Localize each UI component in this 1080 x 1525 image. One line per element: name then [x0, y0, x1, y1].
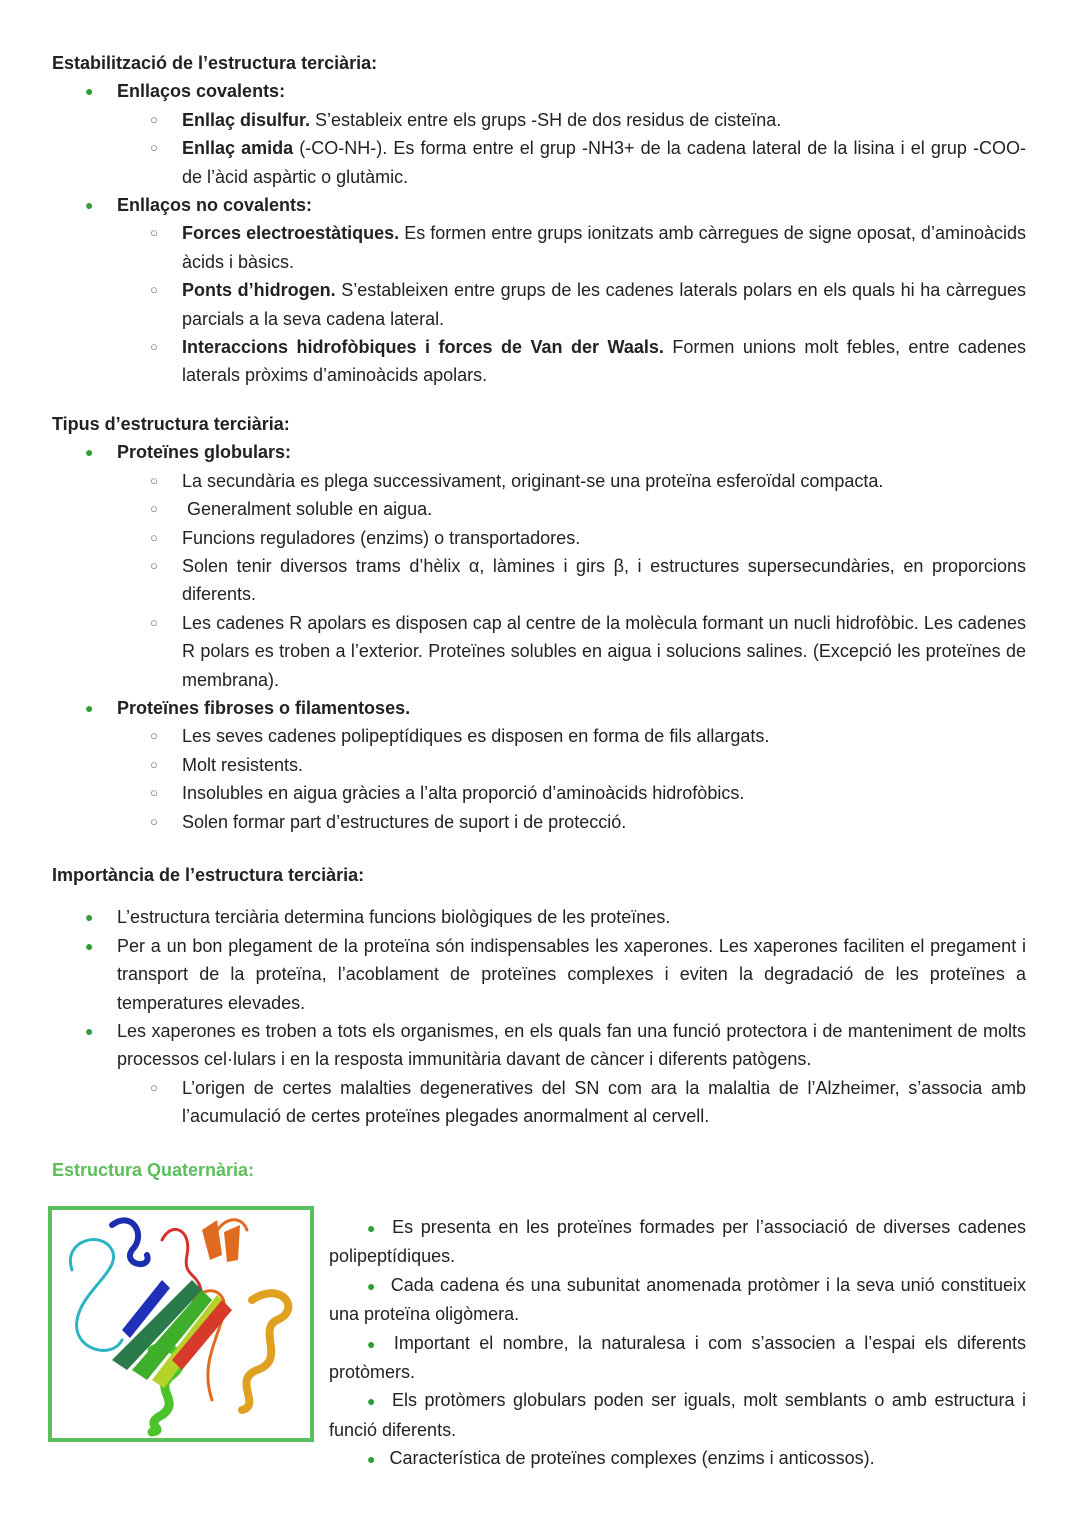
bullet-icon: ●: [367, 1220, 379, 1236]
list-item: [52, 495, 1026, 523]
list-item: [52, 524, 1026, 552]
item-label: Proteïnes fibroses o filamentoses.: [117, 698, 411, 719]
item-text: L’estructura terciària determina funcions biològiques de les proteïnes.: [117, 907, 671, 928]
list-item: [52, 219, 1026, 276]
item-label: Proteïnes globulars:: [117, 442, 292, 463]
circle-bullet-icon: ○: [150, 472, 158, 488]
section-importance: [52, 861, 1026, 1131]
item-text: Les xaperones es troben a tots els organismes, en els quals fan una funció protectora i de manteniment de molts processos cel·lulars i en la resposta immunitària davant de càncer i diferents patògens.: [117, 1021, 1026, 1070]
circle-bullet-icon: ○: [150, 140, 158, 156]
section-title: Importància de l’estructura terciària:: [52, 865, 365, 885]
item-text: Els protòmers globulars poden ser iguals, molt semblants o amb estructura i funció diferents.: [329, 1390, 1026, 1440]
item-text: Es presenta en les proteïnes formades per l’associació de diverses cadenes polipeptídiques.: [329, 1217, 1026, 1267]
circle-bullet-icon: ○: [150, 813, 158, 829]
list-item: [52, 903, 1026, 931]
section-title: Estabilització de l’estructura terciària:: [52, 53, 378, 73]
list-item: [52, 694, 1026, 722]
quaternary-list: [329, 1213, 1026, 1474]
list-item: [52, 467, 1026, 495]
item-text: La secundària es plega successivament, originant-se una proteïna esferoïdal compacta.: [182, 470, 884, 491]
item-text: Funcions reguladores (enzims) o transportadores.: [182, 527, 581, 548]
list-item: [52, 1074, 1026, 1131]
circle-bullet-icon: ○: [150, 558, 158, 574]
protein-structure-image: [48, 1206, 314, 1442]
circle-bullet-icon: ○: [150, 785, 158, 801]
list-item: [52, 134, 1026, 191]
item-text: Formen unions molt febles, entre cadenes laterals pròxims d’aminoàcids apolars.: [182, 337, 1027, 386]
list-item: [329, 1444, 1026, 1473]
bullet-icon: ●: [85, 197, 94, 214]
bullet-icon: ●: [85, 444, 94, 461]
list-item: [329, 1386, 1026, 1444]
bullet-icon: ●: [85, 1023, 94, 1040]
item-text: L’origen de certes malalties degeneratives del SN com ara la malaltia de l’Alzheimer, s’associa amb l’acumulació de certes proteïnes plegades anormalment al cervell.: [182, 1077, 1026, 1127]
bullet-icon: ●: [367, 1335, 380, 1352]
item-term: Enllaç disulfur.: [182, 109, 311, 130]
bullet-icon: ●: [85, 937, 94, 954]
section-quaternary: [52, 1156, 1026, 1184]
list-item: [52, 1017, 1026, 1074]
item-text: Solen formar part d’estructures de suport i de protecció.: [182, 811, 627, 832]
circle-bullet-icon: ○: [150, 111, 158, 127]
item-label: Enllaços no covalents:: [117, 195, 313, 216]
list-item: [52, 808, 1026, 836]
circle-bullet-icon: ○: [150, 728, 158, 744]
item-text: S’estableixen entre grups de les cadenes laterals polars en els quals hi ha càrregues parcials a la seva cadena lateral.: [182, 280, 1026, 329]
section-title: Tipus d’estructura terciària:: [52, 414, 290, 434]
list-item: [52, 609, 1026, 694]
item-text: Molt resistents.: [182, 754, 304, 775]
list-item: [329, 1329, 1026, 1387]
item-text: Per a un bon plegament de la proteïna són indispensables les xaperones. Les xaperones faciliten el pregament i transport de la proteïna, l’acoblament de proteïnes complexes i eviten la degradació de les proteïnes a temperatures elevades.: [117, 935, 1026, 1013]
circle-bullet-icon: ○: [150, 529, 158, 545]
circle-bullet-icon: ○: [150, 282, 158, 298]
item-text: Important el nombre, la naturalesa i com s’associen a l’espai els diferents protòmers.: [329, 1332, 1026, 1383]
item-text: Generalment soluble en aigua.: [182, 499, 433, 520]
item-term: Forces electroestàtiques.: [182, 223, 400, 244]
list-item: [52, 932, 1026, 1017]
circle-bullet-icon: ○: [150, 501, 158, 517]
bullet-icon: ●: [367, 1277, 377, 1294]
protein-ribbon-illustration: [52, 1210, 310, 1438]
item-text: S’estableix entre els grups -SH de dos residus de cisteïna.: [310, 109, 782, 130]
circle-bullet-icon: ○: [150, 756, 158, 772]
bullet-icon: ●: [367, 1451, 376, 1468]
item-text: Les seves cadenes polipeptídiques es disposen en forma de fils allargats.: [182, 726, 770, 747]
bullet-icon: ●: [85, 909, 94, 926]
section-title: Estructura Quaternària:: [52, 1160, 255, 1180]
list-item: [52, 552, 1026, 609]
list-item: [329, 1271, 1026, 1329]
item-text: Cada cadena és una subunitat anomenada protòmer i la seva unió constitueix una proteïna oligòmera.: [329, 1274, 1026, 1325]
circle-bullet-icon: ○: [150, 225, 158, 241]
list-item: [52, 438, 1026, 466]
circle-bullet-icon: ○: [150, 1079, 158, 1095]
circle-bullet-icon: ○: [150, 339, 158, 355]
item-text: Característica de proteïnes complexes (enzims i anticossos).: [389, 1448, 875, 1469]
list-item: [52, 276, 1026, 333]
item-text: Les cadenes R apolars es disposen cap al centre de la molècula formant un nucli hidrofòbic. Les cadenes R polars es troben a l’exterior. Proteïnes solubles en aigua i solucions salines. (Excepció les proteïnes de membrana).: [182, 612, 1026, 690]
list-item: [52, 722, 1026, 750]
bullet-icon: ●: [367, 1393, 378, 1410]
list-item: [52, 191, 1026, 219]
list-item: [52, 333, 1026, 390]
item-label: Enllaços covalents:: [117, 81, 286, 102]
list-item: [52, 106, 1026, 134]
item-text: Solen tenir diversos trams d’hèlix α, làmines i girs β, i estructures supersecundàries, en proporcions diferents.: [182, 556, 1026, 605]
item-text: Es formen entre grups ionitzats amb càrregues de signe oposat, d’aminoàcids àcids i bàsics.: [182, 223, 1026, 272]
list-item: [52, 751, 1026, 779]
section-stabilization: [52, 49, 1026, 390]
list-item: [52, 77, 1026, 105]
section-types: [52, 410, 1026, 836]
list-item: [52, 779, 1026, 807]
item-term: Ponts d’hidrogen.: [182, 280, 336, 301]
item-term: Interaccions hidrofòbiques i forces de Van der Waals.: [182, 337, 664, 358]
item-text: (-CO-NH-). Es forma entre el grup -NH3+ de la cadena lateral de la lisina i el grup -COO- de l’àcid aspàrtic o glutàmic.: [182, 138, 1026, 187]
bullet-icon: ●: [85, 700, 94, 717]
item-text: Insolubles en aigua gràcies a l’alta proporció d’aminoàcids hidrofòbics.: [182, 783, 745, 804]
item-term: Enllaç amida: [182, 138, 294, 159]
bullet-icon: ●: [85, 83, 94, 100]
circle-bullet-icon: ○: [150, 614, 158, 630]
list-item: [329, 1213, 1026, 1271]
